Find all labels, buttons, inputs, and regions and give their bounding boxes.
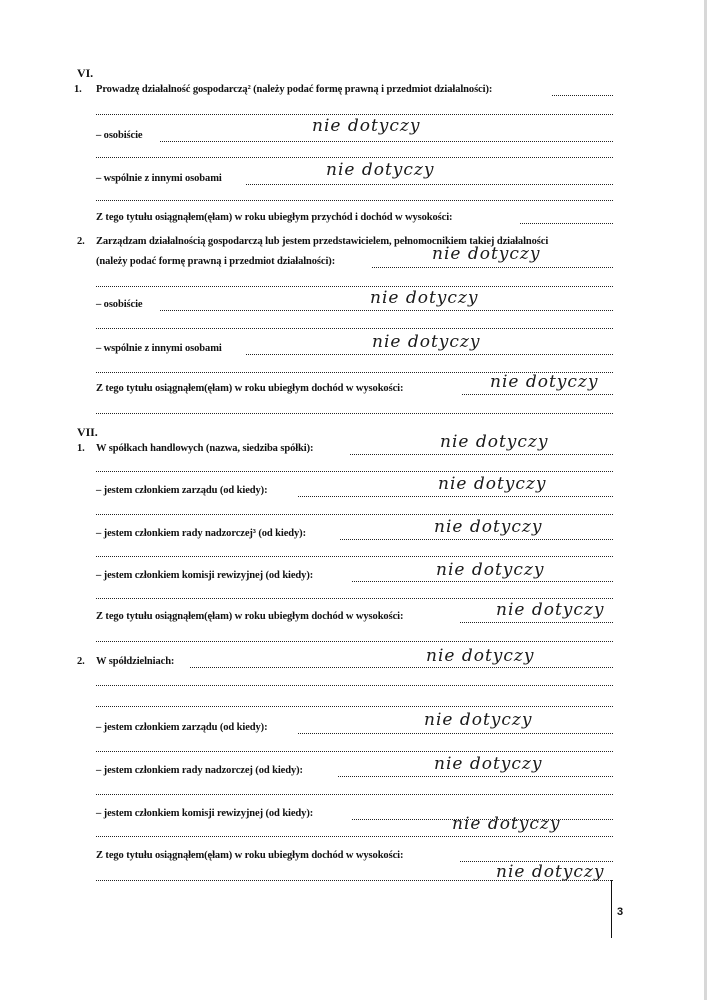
vii-2-number: 2. <box>77 656 85 667</box>
answer-line <box>96 114 613 115</box>
page-corner-mark <box>611 880 612 938</box>
vi-1-personally-value: nie dotyczy <box>312 116 421 136</box>
vii-2-income-value: nie dotyczy <box>496 862 605 882</box>
answer-line <box>96 598 613 599</box>
answer-line <box>96 413 613 414</box>
vii-2-audit-label: – jestem członkiem komisji rewizyjnej (od kiedy): <box>96 808 314 819</box>
answer-line <box>96 706 613 707</box>
vii-1-text-value: nie dotyczy <box>440 432 549 452</box>
answer-line <box>96 556 613 557</box>
answer-line <box>520 223 613 224</box>
answer-line <box>96 836 613 837</box>
answer-line <box>350 454 613 455</box>
answer-line <box>462 394 613 395</box>
vii-2-supervisory-label: – jestem członkiem rady nadzorczej (od kiedy): <box>96 765 303 776</box>
vii-1-income-label: Z tego tytułu osiągnąłem(ęłam) w roku ubiegłym dochód w wysokości: <box>96 611 404 622</box>
vii-2-text-value: nie dotyczy <box>426 646 535 666</box>
section-vii-title: VII. <box>77 425 98 439</box>
answer-line <box>246 354 613 355</box>
vii-1-text: W spółkach handlowych (nazwa, siedziba spółki): <box>96 443 314 454</box>
vii-1-supervisory-value: nie dotyczy <box>434 517 543 537</box>
vii-2-text: W spółdzielniach: <box>96 656 175 667</box>
answer-line <box>372 267 613 268</box>
answer-line <box>160 310 613 311</box>
answer-line <box>460 622 613 623</box>
vi-1-text: Prowadzę działalność gospodarczą² (należy podać formę prawną i przedmiot działalności): <box>96 84 493 95</box>
vi-2-personally-label: – osobiście <box>96 299 143 310</box>
answer-line <box>96 685 613 686</box>
vii-1-income-value: nie dotyczy <box>496 600 605 620</box>
vi-2-number: 2. <box>77 236 85 247</box>
vii-2-board-value: nie dotyczy <box>424 710 533 730</box>
vii-1-board-value: nie dotyczy <box>438 474 547 494</box>
vii-1-board-label: – jestem członkiem zarządu (od kiedy): <box>96 485 268 496</box>
answer-line <box>96 471 613 472</box>
answer-line <box>552 95 613 96</box>
vii-2-audit-value: nie dotyczy <box>452 814 561 834</box>
answer-line <box>96 751 613 752</box>
vi-2-income-value: nie dotyczy <box>490 372 599 392</box>
answer-line <box>96 328 613 329</box>
vii-2-income-label: Z tego tytułu osiągnąłem(ęłam) w roku ubiegłym dochód w wysokości: <box>96 850 404 861</box>
answer-line <box>352 581 613 582</box>
answer-line <box>96 794 613 795</box>
vii-1-number: 1. <box>77 443 85 454</box>
vi-2-text2: (należy podać formę prawną i przedmiot działalności): <box>96 256 336 267</box>
vi-2-personally-value: nie dotyczy <box>370 288 479 308</box>
answer-line <box>96 200 613 201</box>
vi-2-jointly-label: – wspólnie z innymi osobami <box>96 343 222 354</box>
vi-1-number: 1. <box>74 84 82 95</box>
answer-line <box>340 539 613 540</box>
answer-line <box>96 641 613 642</box>
vi-2-jointly-value: nie dotyczy <box>372 332 481 352</box>
section-vi-title: VI. <box>77 66 94 80</box>
vi-1-income-label: Z tego tytułu osiągnąłem(ęłam) w roku ubiegłym przychód i dochód w wysokości: <box>96 212 453 223</box>
vii-1-supervisory-label: – jestem członkiem rady nadzorczej³ (od kiedy): <box>96 528 306 539</box>
answer-line <box>338 776 613 777</box>
answer-line <box>96 514 613 515</box>
vi-2-income-label: Z tego tytułu osiągnąłem(ęłam) w roku ubiegłym dochód w wysokości: <box>96 383 404 394</box>
answer-line <box>298 733 613 734</box>
answer-line <box>298 496 613 497</box>
vi-1-jointly-label: – wspólnie z innymi osobami <box>96 173 222 184</box>
vii-1-audit-value: nie dotyczy <box>436 560 545 580</box>
vi-2-text: Zarządzam działalnością gospodarczą lub jestem przedstawicielem, pełnomocnikiem takiej działalności <box>96 236 549 247</box>
answer-line <box>246 184 613 185</box>
vi-1-personally-label: – osobiście <box>96 130 143 141</box>
page-number: 3 <box>617 906 624 918</box>
answer-line <box>96 157 613 158</box>
answer-line <box>96 286 613 287</box>
vii-2-supervisory-value: nie dotyczy <box>434 754 543 774</box>
answer-line <box>160 141 613 142</box>
vi-2-text-value: nie dotyczy <box>432 244 541 264</box>
vii-1-audit-label: – jestem członkiem komisji rewizyjnej (od kiedy): <box>96 570 314 581</box>
vii-2-board-label: – jestem członkiem zarządu (od kiedy): <box>96 722 268 733</box>
answer-line <box>190 667 613 668</box>
vi-1-jointly-value: nie dotyczy <box>326 160 435 180</box>
